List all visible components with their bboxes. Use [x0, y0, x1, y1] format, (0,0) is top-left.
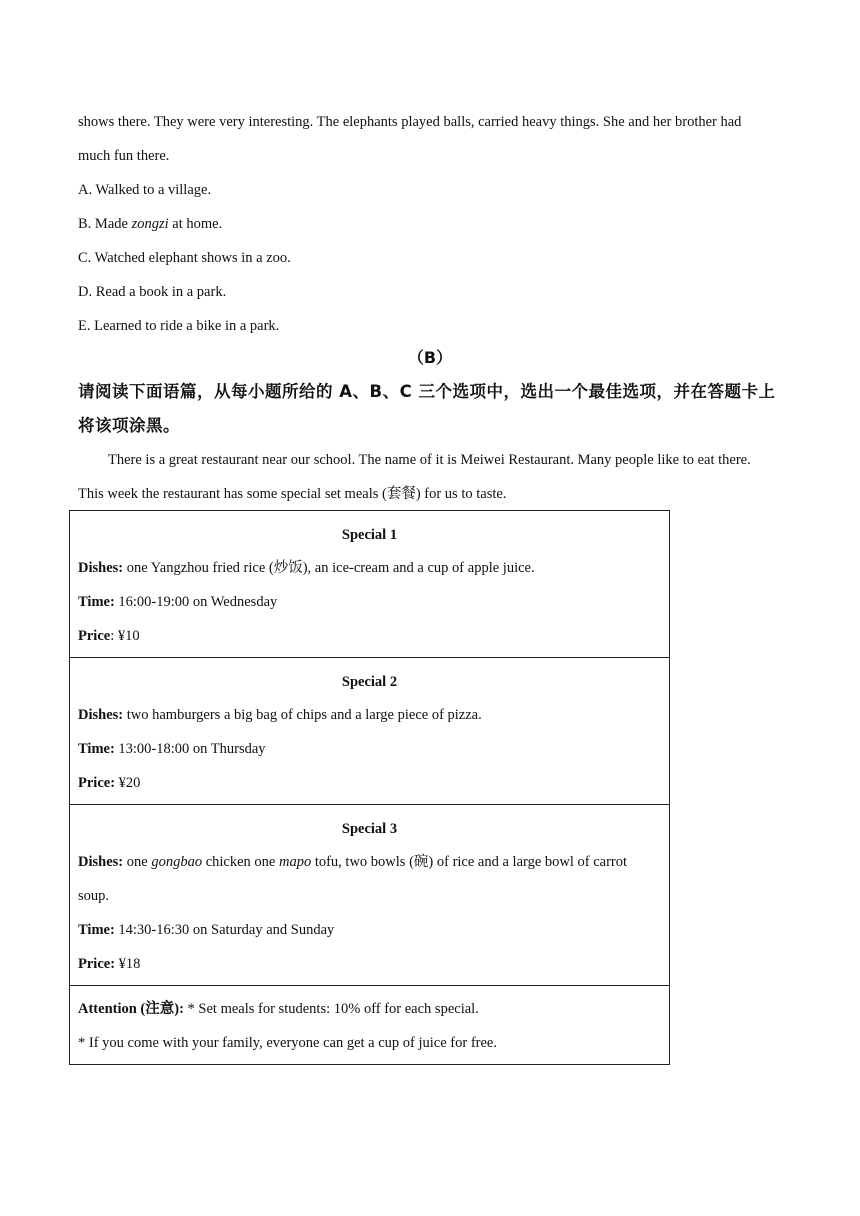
special-1-dishes: Dishes: one Yangzhou fried rice (炒饭), an ice-cream and a cup of apple juice.	[78, 560, 535, 576]
special-3-price: Price: ¥18	[78, 956, 141, 972]
special-1-cell	[70, 511, 669, 658]
special-3-dishes: Dishes: one gongbao chicken one mapo tofu, two bowls (碗) of rice and a large bowl of carrot	[78, 854, 628, 870]
section-instruction-line-2: 将该项涂黑。	[78, 416, 180, 435]
section-label: （B）	[407, 348, 453, 367]
option-a: A. Walked to a village.	[78, 182, 212, 198]
specials-table	[69, 510, 670, 1065]
passage-line-2: This week the restaurant has some special set meals (套餐) for us to taste.	[78, 486, 507, 502]
intro-line-2: much fun there.	[78, 148, 170, 164]
special-2-price: Price: ¥20	[78, 775, 141, 791]
special-2-dishes: Dishes: two hamburgers a big bag of chips and a large piece of pizza.	[78, 707, 482, 723]
special-2-cell	[70, 658, 669, 805]
attention-line-1: Attention (注意): * Set meals for students: 10% off for each special.	[78, 1001, 479, 1017]
option-e: E. Learned to ride a bike in a park.	[78, 318, 280, 334]
option-d: D. Read a book in a park.	[78, 284, 227, 300]
special-2-time: Time: 13:00-18:00 on Thursday	[78, 741, 266, 757]
special-3-title: Special 3	[341, 821, 398, 837]
special-3-time: Time: 14:30-16:30 on Saturday and Sunday	[78, 922, 335, 938]
special-2-title: Special 2	[341, 674, 398, 690]
option-c: C. Watched elephant shows in a zoo.	[78, 250, 291, 266]
special-1-title: Special 1	[341, 527, 398, 543]
attention-cell	[70, 986, 669, 1064]
option-b: B. Made zongzi at home.	[78, 216, 223, 232]
intro-line-1: shows there. They were very interesting. The elephants played balls, carried heavy things. She and her brother had	[78, 114, 742, 130]
attention-line-2: * If you come with your family, everyone can get a cup of juice for free.	[78, 1035, 497, 1051]
section-instruction-line-1: 请阅读下面语篇，从每小题所给的 A、B、C 三个选项中，选出一个最佳选项，并在答题卡上	[78, 382, 776, 401]
special-3-dishes-cont: soup.	[78, 888, 110, 904]
special-3-cell	[70, 805, 669, 986]
passage-line-1: There is a great restaurant near our school. The name of it is Meiwei Restaurant. Many people like to eat there.	[108, 452, 751, 468]
special-1-time: Time: 16:00-19:00 on Wednesday	[78, 594, 278, 610]
special-1-price: Price: ¥10	[78, 628, 140, 644]
